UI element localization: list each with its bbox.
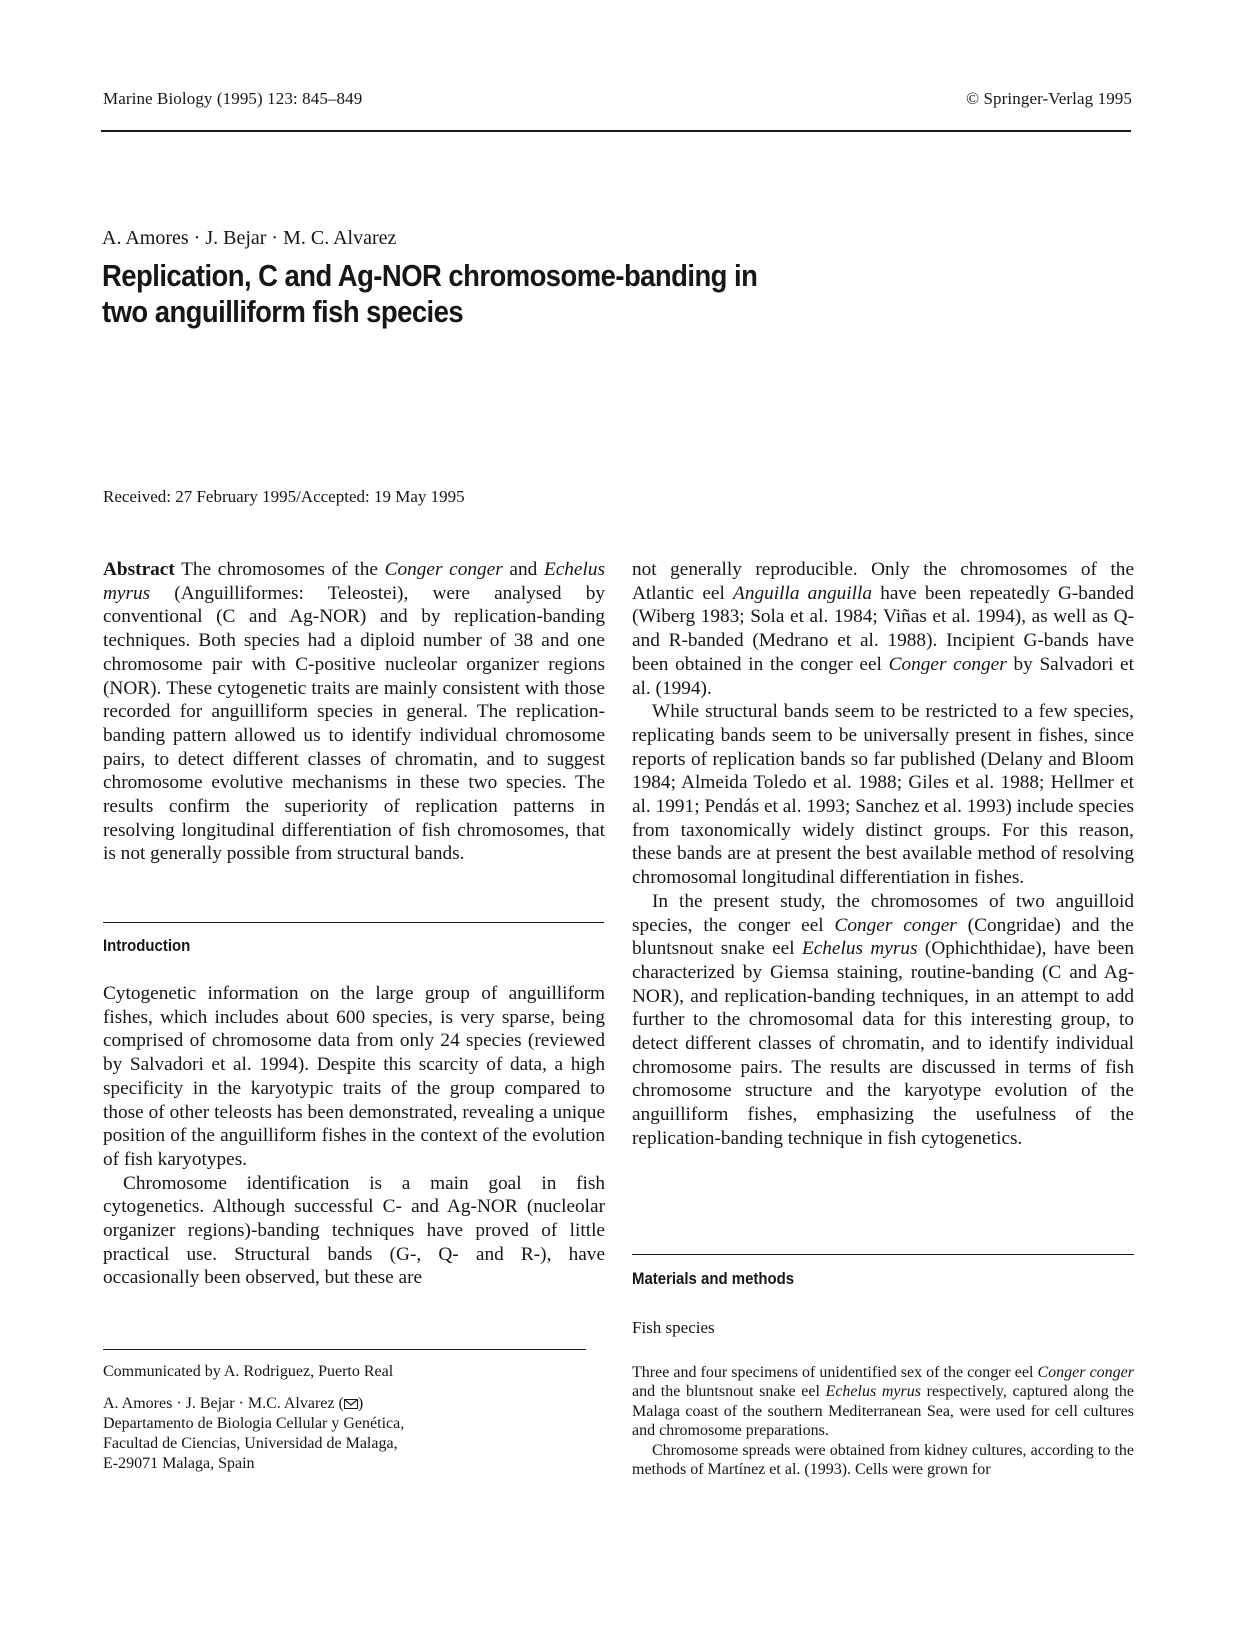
title-line-2: two anguilliform fish species <box>102 295 464 329</box>
methods-paragraph-2: Chromosome spreads were obtained from kidney cultures, according to the methods of Martínez et al. (1993). Cells were grown for <box>632 1441 1134 1479</box>
intro-paragraph-1: Cytogenetic information on the large group of anguilliform fishes, which includes about 600 species, is very sparse, being comprised of chromosome data from only 24 species (reviewed by Salvadori et al. 1994). Despite this scarcity of data, a high specificity in the karyotypic traits of the group compared to those of other teleosts has been demonstrated, revealing a unique position of the anguilliform fishes in the context of the evolution of fish karyotypes. <box>103 983 605 1170</box>
article-title <box>102 258 786 330</box>
communicated-by: Communicated by A. Rodriguez, Puerto Real <box>103 1363 394 1380</box>
species-name: Echelus myrus <box>825 1383 921 1401</box>
abstract-text: The chromosomes of the <box>174 559 385 580</box>
intro-paragraph-2: Chromosome identification is a main goal in fish cytogenetics. Although successful C- and Ag-NOR (nucleolar organizer regions)-banding techniques have proved of little practical use. Structural bands (G-, Q- and R-), have occasionally been observed, but these are <box>103 1172 605 1289</box>
species-name: Echelus myrus <box>103 559 605 604</box>
species-name: Conger conger <box>888 653 1007 675</box>
intro-paragraph-5: In the present study, the chromosomes of two anguilloid species, the conger eel Conger conger (Congridae) and the bluntsnout snake eel Echelus myrus (Ophichthidae), have been characterized by Giemsa staining, routine-banding (C and Ag-NOR), and replication-banding techniques, in an attempt to add further to the chromosomal data for this interesting group, to detect different classes of chromatin, and to identify individual chromosome pairs. The results are discussed in terms of fish chromosome structure and the karyotype evolution of the anguilliform fishes, emphasizing the usefulness of the replication-banding technique in fish cytogenetics. <box>632 890 1134 1149</box>
section-rule <box>103 922 604 923</box>
abstract-text: (Anguilliformes: Teleostei), were analysed by conventional (C and Ag-NOR) and by replication-banding techniques. Both species had a diploid number of 38 and one chromosome pair with C-positive nucleolar organizer regions (NOR). These cytogenetic traits are mainly consistent with those recorded for anguilliform species in general. The replication-banding pattern allowed us to identify individual chromosome pairs, to detect different classes of chromatin, and to suggest chromosome evolutive mechanisms in these two species. The results confirm the superiority of replication patterns in resolving longitudinal differentiation of fish chromosomes, that is not generally possible from structural bands. <box>103 582 605 865</box>
envelope-icon <box>344 1399 358 1409</box>
affiliation-line-2: Facultad de Ciencias, Universidad de Malaga, <box>103 1435 398 1452</box>
introduction-body <box>103 982 605 1290</box>
introduction-continued <box>632 558 1134 1151</box>
abstract-label: Abstract <box>103 559 175 580</box>
title-line-1: Replication, C and Ag-NOR chromosome-banding in <box>102 259 758 293</box>
introduction-heading: Introduction <box>103 936 191 955</box>
journal-citation: Marine Biology (1995) 123: 845–849 <box>103 89 363 108</box>
species-name: Anguilla anguilla <box>733 582 872 604</box>
species-name: Conger conger <box>1037 1364 1134 1381</box>
abstract <box>103 558 605 866</box>
left-column <box>103 558 605 1472</box>
footnote-rule <box>103 1349 586 1350</box>
methods-paragraph-1: Three and four specimens of unidentified sex of the conger eel Conger conger and the bluntsnout snake eel Echelus myrus respectively, captured along the Malaga coast of the southern Mediterranean Sea, were used for cell cultures and chromosome preparations. <box>632 1364 1134 1440</box>
correspondence-authors: A. Amores · J. Bejar · M.C. Alvarez ( ) <box>103 1395 364 1412</box>
methods-heading: Materials and methods <box>632 1269 795 1288</box>
methods-body <box>632 1363 1134 1479</box>
received-accepted-dates: Received: 27 February 1995/Accepted: 19 May 1995 <box>103 487 465 506</box>
footnote <box>103 1362 605 1474</box>
methods-subheading: Fish species <box>632 1318 715 1337</box>
author-list: A. Amores · J. Bejar · M. C. Alvarez <box>102 227 397 249</box>
species-name: Conger conger <box>834 914 957 936</box>
affiliation-line-3: E-29071 Malaga, Spain <box>103 1455 255 1472</box>
header-rule <box>101 130 1131 132</box>
species-name: Conger conger <box>384 559 503 580</box>
intro-paragraph-3: not generally reproducible. Only the chromosomes of the Atlantic eel Anguilla anguilla have been repeatedly G-banded (Wiberg 1983; Sola et al. 1984; Viñas et al. 1994), as well as Q- and R-banded (Medrano et al. 1988). Incipient G-bands have been obtained in the conger eel Conger conger by Salvadori et al. (1994). <box>632 559 1134 699</box>
right-column <box>632 558 1134 1479</box>
affiliation-line-1: Departamento de Biologia Cellular y Genética, <box>103 1415 405 1432</box>
copyright-notice: © Springer-Verlag 1995 <box>966 89 1132 108</box>
abstract-text: and <box>502 559 544 580</box>
intro-paragraph-4: While structural bands seem to be restricted to a few species, replicating bands seem to be universally present in fishes, since reports of replication bands so far published (Delany and Bloom 1984; Almeida Toledo et al. 1988; Giles et al. 1988; Hellmer et al. 1991; Pendás et al. 1993; Sanchez et al. 1993) include species from taxonomically widely distinct groups. For this reason, these bands are at present the best available method of resolving chromosomal longitudinal differentiation in fishes. <box>632 701 1134 889</box>
section-rule <box>632 1254 1134 1255</box>
species-name: Echelus myrus <box>801 938 918 960</box>
